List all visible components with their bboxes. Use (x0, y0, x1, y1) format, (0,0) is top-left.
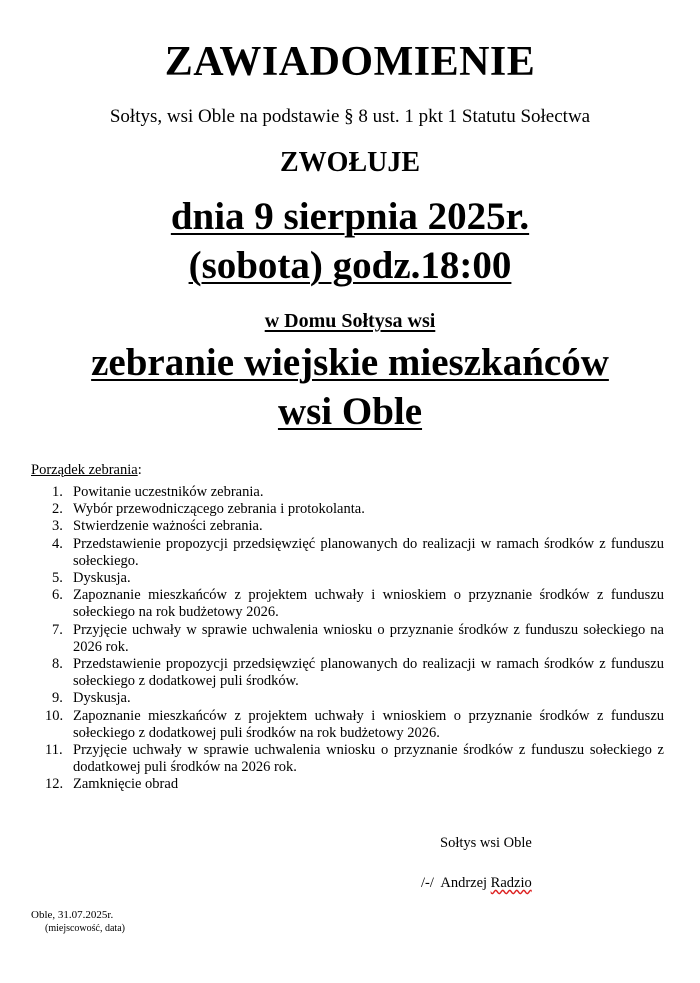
intro-line: Sołtys, wsi Oble na podstawie § 8 ust. 1 pkt 1 Statutu Sołectwa (109, 106, 591, 127)
agenda-item (32, 536, 664, 570)
agenda-item (32, 622, 664, 656)
agenda-item-text: Powitanie uczestników zebrania. (73, 484, 264, 500)
agenda-item-text: Zamknięcie obrad (73, 776, 179, 793)
agenda-item-number: 12. (45, 776, 64, 793)
agenda-item-text: Dyskusja. (73, 690, 131, 707)
agenda-item-text: Przedstawienie propozycji przedsięwzięć planowanych do realizacji w ramach środków z funduszu sołeckiego. (73, 535, 664, 569)
agenda-item-number: 6. (52, 587, 63, 604)
agenda-item (32, 570, 664, 587)
agenda-label (31, 462, 142, 479)
agenda-item (32, 742, 664, 776)
signature-prefix: /-/ (421, 875, 434, 891)
agenda-item-number: 4. (52, 535, 63, 552)
agenda-item-number: 2. (52, 501, 63, 518)
agenda-item (32, 656, 664, 690)
agenda-item (32, 484, 664, 501)
location-date: Oble, 31.07.2025r. (31, 909, 114, 921)
meeting-day-time: (sobota) godz.18:00 (188, 244, 512, 287)
agenda-item-number: 1. (52, 484, 63, 500)
convenes-heading: ZWOŁUJE (279, 147, 421, 178)
agenda-item (32, 690, 664, 707)
meeting-village: wsi Oble (277, 390, 423, 433)
meeting-date: dnia 9 sierpnia 2025r. (170, 195, 530, 238)
agenda-item-text: Przyjęcie uchwały w sprawie uchwalenia wniosku o przyznanie środków z funduszu sołeckiego na 2026 rok. (73, 621, 664, 655)
agenda-item-text: Przyjęcie uchwały w sprawie uchwalenia wniosku o przyznanie środków z funduszu sołeckiego z dodatkowej puli środków na 2026 rok. (73, 742, 664, 776)
agenda-list (32, 484, 664, 794)
agenda-item-text: Zapoznanie mieszkańców z projektem uchwały i wnioskiem o przyznanie środków z funduszu sołeckiego na rok budżetowy 2026. (73, 587, 664, 621)
agenda-label-colon: : (137, 462, 142, 478)
signatory-surname: Radzio (490, 875, 532, 891)
signatory-first-name: Andrzej (440, 875, 488, 891)
signatory-role: Sołtys wsi Oble (440, 835, 532, 851)
agenda-item-number: 3. (52, 518, 63, 535)
agenda-item (32, 501, 664, 518)
agenda-item-number: 10. (45, 707, 64, 724)
agenda-item-number: 8. (52, 656, 63, 673)
meeting-place: w Domu Sołtysa wsi (264, 310, 436, 332)
agenda-item-number: 7. (52, 621, 63, 638)
agenda-item-number: 9. (52, 690, 63, 707)
agenda-item-number: 11. (45, 742, 63, 759)
agenda-item (32, 776, 664, 793)
notice-title: ZAWIADOMIENIE (164, 39, 536, 85)
agenda-item (32, 587, 664, 621)
agenda-item-text: Przedstawienie propozycji przedsięwzięć planowanych do realizacji w ramach środków z funduszu sołeckiego z dodatkowej puli środków. (73, 656, 664, 690)
agenda-label-text: Porządek zebrania (31, 462, 138, 478)
meeting-name: zebranie wiejskie mieszkańców (91, 341, 609, 384)
agenda-item-text: Wybór przewodniczącego zebrania i protokolanta. (73, 501, 365, 518)
agenda-item-text: Dyskusja. (73, 570, 131, 587)
agenda-item-number: 5. (52, 570, 63, 587)
agenda-item-text: Zapoznanie mieszkańców z projektem uchwały i wnioskiem o przyznanie środków z funduszu sołeckiego z dodatkowej puli środków na rok budżetowy 2026. (73, 707, 664, 741)
agenda-item-text: Stwierdzenie ważności zebrania. (73, 518, 263, 535)
agenda-item (32, 708, 664, 742)
location-date-caption: (miejscowość, data) (45, 923, 125, 934)
agenda-item (32, 518, 664, 535)
signatory-name (421, 875, 532, 892)
